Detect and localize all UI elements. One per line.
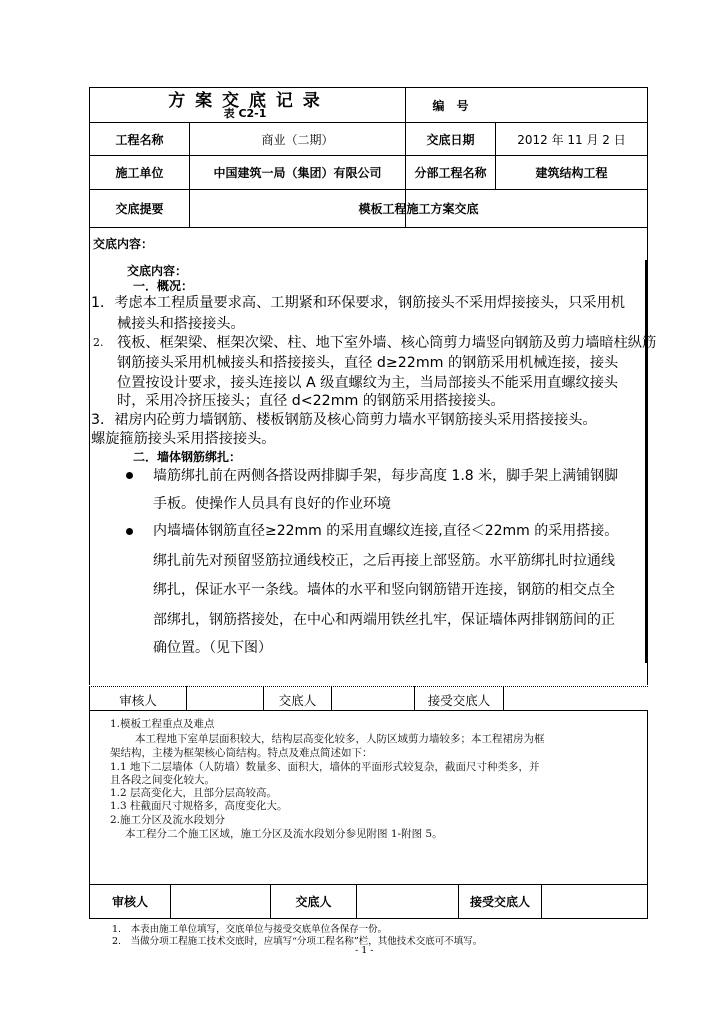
bullet2-line3: 绑扎，保证水平一条线。墙体的水平和竖向钢筋错开连接，钢筋的相交点全: [153, 582, 615, 598]
para3-line1: 3．裙房内砼剪力墙钢筋、楼板钢筋及核心筒剪力墙水平钢筋接头采用搭接接头。: [91, 412, 597, 428]
summary-value: 模板工程施工方案交底: [358, 202, 479, 216]
overlay-line-4: 1.1 地下二层墙体（人防墙）数量多、面积大，墙体的平面形式较复杂，截面尺寸种类多，并: [110, 761, 540, 773]
overlay-line-3: 架结构，主楼为框架核心筒结构。特点及难点简述如下：: [110, 747, 373, 759]
overlay-line-2: 本工程地下室单层面积较大，结构层高变化较多，人防区域剪力墙较多；本工程裙房为框: [135, 733, 545, 745]
signoff-bottom-receiver-label: 接受交底人: [469, 895, 530, 909]
footnote-2: 2. 当做分项工程施工技术交底时，应填写“分项工程名称”栏，其他技术交底可不填写。: [112, 936, 483, 947]
para2-line4: 时，采用冷挤压接头；直径 d<22mm 的钢筋采用搭接接头。: [117, 393, 505, 409]
overlay-line-9: 本工程分二个施工区域，施工分区及流水段划分参见附图 1-附图 5。: [125, 828, 443, 840]
date-label: 交底日期: [426, 132, 475, 147]
overlay-line-8: 2.施工分区及流水段划分: [110, 814, 226, 826]
bullet-icon: [126, 528, 133, 535]
bullet1-line1: 墙筋绑扎前在两侧各搭设两排脚手架，每步高度 1.8 米，脚手架上满铺钢脚: [153, 468, 619, 484]
section-title-overview: 一．概况：: [133, 279, 194, 293]
contractor-value: 中国建筑一局（集团）有限公司: [213, 166, 382, 180]
bullet2-line1: 内墙墙体钢筋直径≥22mm 的采用直螺纹连接,直径＜22mm 的采用搭接。: [153, 523, 619, 539]
overlay-line-1: 1.模板工程重点及难点: [110, 718, 215, 730]
summary-label: 交底提要: [115, 202, 164, 216]
page-number: - 1 -: [355, 945, 374, 956]
para2-line2: 钢筋接头采用机械接头和搭接接头，直径 d≥22mm 的钢筋采用机械连接，接头: [117, 355, 619, 371]
para2-line1: 筏板、框架梁、框架次梁、柱、地下室外墙、核心筒剪力墙竖向钢筋及剪力墙暗柱纵筋: [117, 335, 657, 351]
content-inner-label: 交底内容：: [127, 264, 188, 278]
signoff-top-reviewer-label: 审核人: [119, 693, 157, 708]
date-value: 2012 年 11 月 2 日: [517, 132, 626, 147]
signoff-top-receiver-label: 接受交底人: [427, 693, 491, 708]
footnote-1: 1. 本表由施工单位填写，交底单位与接受交底单位各保存一份。: [112, 924, 388, 935]
sub-project-label: 分部工程名称: [414, 166, 487, 180]
bullet2-line5: 确位置。（见下图）: [153, 640, 272, 656]
contractor-label: 施工单位: [115, 166, 164, 180]
para2-number: 2.: [93, 336, 104, 349]
bullet2-line4: 部绑扎，钢筋搭接处，在中心和两端用铁丝扎牢，保证墙体两排钢筋间的正: [153, 612, 615, 628]
overlay-line-6: 1.2 层高变化大，且部分层高较高。: [110, 787, 278, 799]
section-title-wall-rebar: 二．墙体钢筋绑扎：: [133, 450, 242, 464]
bullet-icon: [126, 472, 133, 479]
para1-line2: 械接头和搭接接头。: [117, 316, 245, 332]
content-label: 交底内容：: [93, 237, 154, 251]
signoff-top-presenter-label: 交底人: [278, 693, 317, 708]
para3-line2: 螺旋箍筋接头采用搭接接头。: [91, 431, 276, 447]
bullet1-line2: 手板。使操作人员具有良好的作业环境: [153, 496, 391, 512]
project-name-value: 商业（二期）: [261, 132, 334, 147]
overlay-line-5: 且各段之间变化较大。: [110, 774, 215, 786]
signoff-bottom-reviewer-label: 审核人: [111, 895, 148, 909]
para2-line3: 位置按设计要求，接头连接以 A 级直螺纹为主，当局部接头不能采用直螺纹接头: [117, 375, 619, 391]
number-label: 编 号: [432, 98, 469, 113]
overlay-line-7: 1.3 柱截面尺寸规格多，高度变化大。: [110, 800, 288, 812]
sub-project-value: 建筑结构工程: [535, 166, 608, 180]
bullet2-line2: 绑扎前先对预留竖筋拉通线校正，之后再接上部竖筋。水平筋绑扎时拉通线: [153, 553, 615, 569]
signoff-bottom-presenter-label: 交底人: [295, 895, 332, 909]
form-code: 表 C2-1: [223, 107, 267, 120]
form-title: 方 案 交 底 记 录: [168, 90, 322, 111]
para1-line1: 1．考虑本工程质量要求高、工期紧和环保要求，钢筋接头不采用焊接接头，只采用机: [91, 295, 625, 311]
project-name-label: 工程名称: [115, 132, 164, 147]
